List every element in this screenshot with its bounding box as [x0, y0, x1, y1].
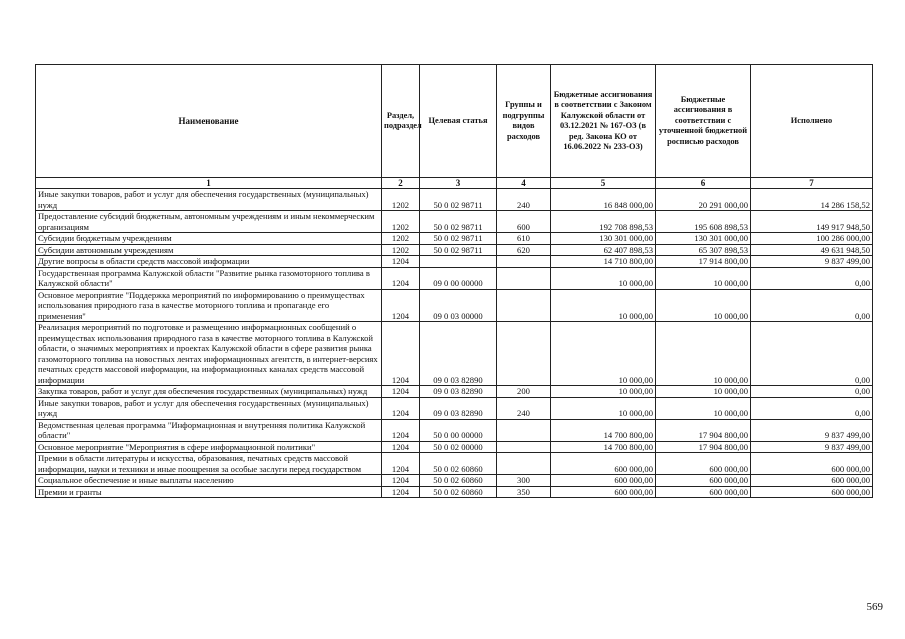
row-executed: 9 837 499,00	[751, 256, 873, 268]
table-row	[36, 386, 873, 398]
row-law-allocation: 62 407 898,53	[551, 244, 656, 256]
row-target-article: 09 0 03 82890	[420, 322, 497, 386]
row-refined-allocation: 20 291 000,00	[656, 189, 751, 211]
row-section: 1202	[382, 244, 420, 256]
row-section: 1202	[382, 233, 420, 245]
row-expense-group: 600	[497, 211, 551, 233]
row-name: Другие вопросы в области средств массовой информации	[36, 256, 382, 268]
row-expense-group: 200	[497, 386, 551, 398]
table-row	[36, 233, 873, 245]
row-executed: 0,00	[751, 386, 873, 398]
row-target-article: 50 0 02 98711	[420, 233, 497, 245]
table-row	[36, 256, 873, 268]
budget-table	[35, 64, 873, 498]
row-expense-group	[497, 267, 551, 289]
column-number: 5	[551, 178, 656, 189]
row-law-allocation: 14 710 800,00	[551, 256, 656, 268]
table-row	[36, 267, 873, 289]
table-row	[36, 475, 873, 487]
row-executed: 0,00	[751, 397, 873, 419]
row-section: 1204	[382, 419, 420, 441]
row-section: 1204	[382, 322, 420, 386]
row-name: Премии и гранты	[36, 486, 382, 498]
table-row	[36, 289, 873, 322]
column-number: 3	[420, 178, 497, 189]
row-section: 1204	[382, 289, 420, 322]
row-law-allocation: 192 708 898,53	[551, 211, 656, 233]
row-target-article: 50 0 02 98711	[420, 189, 497, 211]
row-refined-allocation: 600 000,00	[656, 486, 751, 498]
row-expense-group: 240	[497, 397, 551, 419]
row-section: 1204	[382, 256, 420, 268]
row-expense-group	[497, 322, 551, 386]
header-row	[36, 65, 873, 178]
row-law-allocation: 600 000,00	[551, 453, 656, 475]
table-row	[36, 419, 873, 441]
header-section: Раздел, подраздел	[382, 65, 420, 178]
row-law-allocation: 16 848 000,00	[551, 189, 656, 211]
row-expense-group	[497, 256, 551, 268]
row-refined-allocation: 10 000,00	[656, 386, 751, 398]
row-section: 1204	[382, 267, 420, 289]
row-executed: 0,00	[751, 322, 873, 386]
row-target-article: 50 0 02 60860	[420, 486, 497, 498]
row-target-article: 50 0 02 98711	[420, 211, 497, 233]
row-target-article: 09 0 00 00000	[420, 267, 497, 289]
row-section: 1204	[382, 441, 420, 453]
row-name: Государственная программа Калужской области "Развитие рынка газомоторного топлива в Калужской области"	[36, 267, 382, 289]
row-target-article: 09 0 03 82890	[420, 386, 497, 398]
header-name: Наименование	[36, 65, 382, 178]
row-law-allocation: 600 000,00	[551, 475, 656, 487]
row-section: 1202	[382, 211, 420, 233]
row-target-article: 50 0 02 60860	[420, 453, 497, 475]
row-executed: 600 000,00	[751, 475, 873, 487]
table-row	[36, 397, 873, 419]
row-section: 1204	[382, 397, 420, 419]
column-number: 2	[382, 178, 420, 189]
table-row	[36, 441, 873, 453]
row-refined-allocation: 10 000,00	[656, 397, 751, 419]
row-executed: 9 837 499,00	[751, 419, 873, 441]
row-name: Реализация мероприятий по подготовке и размещению информационных сообщений о преимуществах использования природного газа в качестве моторного топлива в Калужской области, о значимых мероприятиях и проектах Калужской области в сфере развития рынка газомоторного топлива на новостных лентах информационных агентств, в интернет-версиях печатных средств массовой информации, на информационных каналах средств массовой информации	[36, 322, 382, 386]
row-refined-allocation: 10 000,00	[656, 267, 751, 289]
row-law-allocation: 14 700 800,00	[551, 419, 656, 441]
row-name: Иные закупки товаров, работ и услуг для обеспечения государственных (муниципальных) нужд	[36, 397, 382, 419]
header-executed: Исполнено	[751, 65, 873, 178]
table-row	[36, 244, 873, 256]
row-refined-allocation: 17 914 800,00	[656, 256, 751, 268]
row-target-article: 09 0 03 82890	[420, 397, 497, 419]
row-section: 1204	[382, 486, 420, 498]
page-number: 569	[866, 601, 883, 613]
row-executed: 9 837 499,00	[751, 441, 873, 453]
header-expense-groups: Группы и подгруппы видов расходов	[497, 65, 551, 178]
row-expense-group: 240	[497, 189, 551, 211]
row-refined-allocation: 600 000,00	[656, 475, 751, 487]
row-target-article: 50 0 02 98711	[420, 244, 497, 256]
row-name: Основное мероприятие "Поддержка мероприятий по информированию о преимуществах использования природного газа в качестве моторного топлива и пропаганде его применения"	[36, 289, 382, 322]
row-target-article: 09 0 03 00000	[420, 289, 497, 322]
row-executed: 100 286 000,00	[751, 233, 873, 245]
row-target-article: 50 0 02 60860	[420, 475, 497, 487]
row-section: 1204	[382, 453, 420, 475]
row-refined-allocation: 17 904 800,00	[656, 419, 751, 441]
row-refined-allocation: 65 307 898,53	[656, 244, 751, 256]
row-name: Закупка товаров, работ и услуг для обеспечения государственных (муниципальных) нужд	[36, 386, 382, 398]
row-executed: 600 000,00	[751, 486, 873, 498]
row-name: Предоставление субсидий бюджетным, автономным учреждениям и иным некоммерческим организациям	[36, 211, 382, 233]
column-number-row	[36, 178, 873, 189]
header-law-allocations: Бюджетные ассигнования в соответствии с Законом Калужской области от 03.12.2021 № 167-ОЗ (в ред. Закона КО от 16.06.2022 № 233-ОЗ)	[551, 65, 656, 178]
column-number: 6	[656, 178, 751, 189]
row-expense-group	[497, 441, 551, 453]
row-refined-allocation: 195 608 898,53	[656, 211, 751, 233]
row-executed: 600 000,00	[751, 453, 873, 475]
row-refined-allocation: 17 904 800,00	[656, 441, 751, 453]
row-refined-allocation: 600 000,00	[656, 453, 751, 475]
row-executed: 149 917 948,50	[751, 211, 873, 233]
row-law-allocation: 600 000,00	[551, 486, 656, 498]
row-executed: 14 286 158,52	[751, 189, 873, 211]
row-executed: 49 631 948,50	[751, 244, 873, 256]
table-row	[36, 486, 873, 498]
row-expense-group	[497, 289, 551, 322]
row-section: 1204	[382, 386, 420, 398]
column-number: 1	[36, 178, 382, 189]
row-section: 1202	[382, 189, 420, 211]
header-refined-allocations: Бюджетные ассигнования в соответствии с уточненной бюджетной росписью расходов	[656, 65, 751, 178]
row-name: Основное мероприятие "Мероприятия в сфере информационной политики"	[36, 441, 382, 453]
row-target-article: 50 0 02 00000	[420, 441, 497, 453]
table-row	[36, 322, 873, 386]
row-law-allocation: 10 000,00	[551, 267, 656, 289]
row-name: Субсидии автономным учреждениям	[36, 244, 382, 256]
row-expense-group: 610	[497, 233, 551, 245]
row-name: Субсидии бюджетным учреждениям	[36, 233, 382, 245]
row-executed: 0,00	[751, 267, 873, 289]
row-refined-allocation: 10 000,00	[656, 289, 751, 322]
row-law-allocation: 10 000,00	[551, 397, 656, 419]
row-expense-group: 620	[497, 244, 551, 256]
row-law-allocation: 10 000,00	[551, 289, 656, 322]
row-expense-group	[497, 453, 551, 475]
row-law-allocation: 130 301 000,00	[551, 233, 656, 245]
row-refined-allocation: 130 301 000,00	[656, 233, 751, 245]
row-expense-group: 300	[497, 475, 551, 487]
row-section: 1204	[382, 475, 420, 487]
row-name: Иные закупки товаров, работ и услуг для обеспечения государственных (муниципальных) нужд	[36, 189, 382, 211]
row-target-article: 50 0 00 00000	[420, 419, 497, 441]
header-target-article: Целевая статья	[420, 65, 497, 178]
row-name: Социальное обеспечение и иные выплаты населению	[36, 475, 382, 487]
column-number: 4	[497, 178, 551, 189]
table-row	[36, 211, 873, 233]
column-number: 7	[751, 178, 873, 189]
row-target-article	[420, 256, 497, 268]
table-row	[36, 189, 873, 211]
row-expense-group	[497, 419, 551, 441]
table-row	[36, 453, 873, 475]
row-law-allocation: 10 000,00	[551, 322, 656, 386]
row-name: Ведомственная целевая программа "Информационная и внутренняя политика Калужской области"	[36, 419, 382, 441]
row-law-allocation: 10 000,00	[551, 386, 656, 398]
row-executed: 0,00	[751, 289, 873, 322]
row-name: Премии в области литературы и искусства, образования, печатных средств массовой информации, науки и техники и иные поощрения за особые заслуги перед государством	[36, 453, 382, 475]
row-refined-allocation: 10 000,00	[656, 322, 751, 386]
row-law-allocation: 14 700 800,00	[551, 441, 656, 453]
row-expense-group: 350	[497, 486, 551, 498]
